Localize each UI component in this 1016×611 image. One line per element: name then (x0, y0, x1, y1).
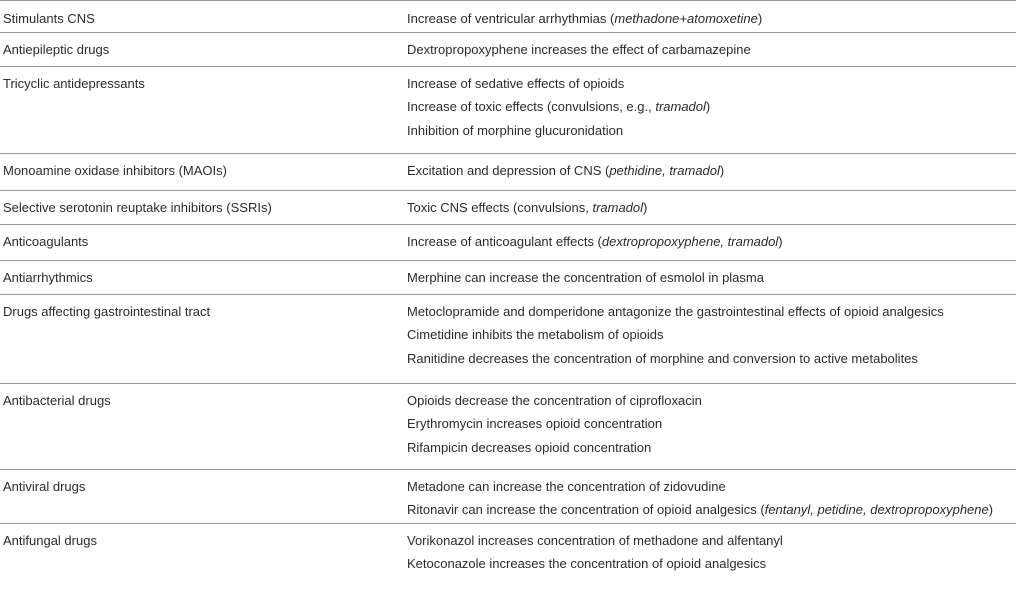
effect-text: Increase of anticoagulant effects ( (407, 234, 602, 249)
interaction-effect (407, 72, 710, 95)
effect-text: Increase of toxic effects (convulsions, e.g., (407, 99, 656, 115)
interaction-effect (407, 230, 783, 253)
effect-text: Increase of ventricular arrhythmias ( (407, 11, 615, 26)
drug-category: Antibacterial drugs (3, 393, 111, 408)
interaction-effect (407, 196, 647, 219)
interaction-effect (407, 498, 993, 521)
interaction-effects (407, 159, 724, 182)
effect-text: ) (643, 200, 648, 215)
interaction-effect (407, 347, 944, 370)
drug-category: Stimulants CNS (3, 11, 95, 26)
table-row (0, 154, 1016, 191)
effect-text: Vorikonazol increases concentration of methadone and alfentanyl (407, 533, 783, 548)
interaction-effects (407, 300, 944, 370)
interaction-effects (407, 475, 993, 522)
effect-text: ) (778, 234, 783, 249)
interaction-effect (407, 552, 783, 575)
effect-text: Toxic CNS effects (convulsions, (407, 200, 593, 215)
interaction-effects (407, 230, 783, 253)
drug-category: Drugs affecting gastrointestinal tract (3, 304, 211, 319)
effect-text: Metoclopramide and domperidone antagonize the gastrointestinal effects of opioid analgesics (407, 304, 944, 319)
drug-name-italic: tramadol (655, 99, 706, 115)
effect-text: Rifampicin decreases opioid concentration (407, 439, 652, 455)
drug-category: Selective serotonin reuptake inhibitors (SSRIs) (3, 200, 272, 215)
table-row (0, 67, 1016, 154)
interaction-effects (407, 38, 751, 61)
effect-text: ) (757, 11, 763, 26)
effect-text: Excitation and depression of CNS ( (407, 163, 610, 178)
drug-category: Antiviral drugs (3, 479, 86, 494)
drug-category: Tricyclic antidepressants (3, 76, 145, 91)
interaction-effect (407, 529, 783, 552)
effect-text: Merphine can increase the concentration of esmolol in plasma (407, 270, 764, 285)
interaction-effects (407, 266, 764, 289)
interaction-effects (407, 196, 647, 219)
effect-text: ) (988, 502, 994, 518)
table-row (0, 225, 1016, 261)
interaction-effect (407, 412, 702, 435)
interaction-effect (407, 159, 724, 182)
effect-text: Erythromycin increases opioid concentration (407, 416, 663, 432)
drug-category: Monoamine oxidase inhibitors (MAOIs) (3, 163, 227, 178)
table-row (0, 470, 1016, 524)
table-row (0, 295, 1016, 384)
interaction-effect (407, 323, 944, 346)
interaction-effects (407, 529, 783, 576)
effect-text: Opioids decrease the concentration of ciprofloxacin (407, 393, 702, 408)
table-row (0, 261, 1016, 295)
effect-text: Ranitidine decreases the concentration of morphine and conversion to active metabolites (407, 350, 918, 366)
drug-name-italic: methadone+atomoxetine (614, 11, 758, 26)
effect-text: ) (705, 99, 711, 115)
effect-text: Ketoconazole increases the concentration of opioid analgesics (407, 556, 767, 572)
drug-category: Antiepileptic drugs (3, 42, 110, 57)
drug-name-italic: tramadol (592, 200, 644, 215)
effect-text: Inhibition of morphine glucuronidation (407, 122, 624, 138)
table-row (0, 524, 1016, 591)
interaction-effects (407, 72, 710, 142)
table-row (0, 191, 1016, 225)
drug-name-italic: dextropropoxyphene, tramadol (601, 234, 779, 249)
drug-name-italic: pethidine, tramadol (609, 163, 720, 178)
interaction-effect (407, 300, 944, 323)
table-row (0, 384, 1016, 470)
effect-text: Ritonavir can increase the concentration of opioid analgesics ( (407, 502, 765, 518)
interaction-effect (407, 119, 710, 142)
interaction-effect (407, 95, 710, 118)
table-row (0, 0, 1016, 33)
interaction-effect (407, 475, 993, 498)
effect-text: Metadone can increase the concentration of zidovudine (407, 479, 726, 494)
effect-text: ) (719, 163, 725, 178)
drug-category: Anticoagulants (3, 234, 89, 249)
drug-name-italic: fentanyl, petidine, dextropropoxyphene (764, 502, 989, 518)
interaction-effect (407, 266, 764, 289)
interaction-effects (407, 7, 762, 30)
interaction-effect (407, 436, 702, 459)
drug-category: Antifungal drugs (3, 533, 97, 548)
interaction-effects (407, 389, 702, 459)
drug-category: Antiarrhythmics (3, 270, 93, 285)
table-row (0, 33, 1016, 67)
interaction-effect (407, 389, 702, 412)
effect-text: Cimetidine inhibits the metabolism of opioids (407, 327, 664, 343)
interaction-effect (407, 38, 751, 61)
effect-text: Increase of sedative effects of opioids (407, 76, 625, 91)
effect-text: Dextropropoxyphene increases the effect of carbamazepine (407, 42, 751, 57)
interaction-effect (407, 7, 762, 30)
